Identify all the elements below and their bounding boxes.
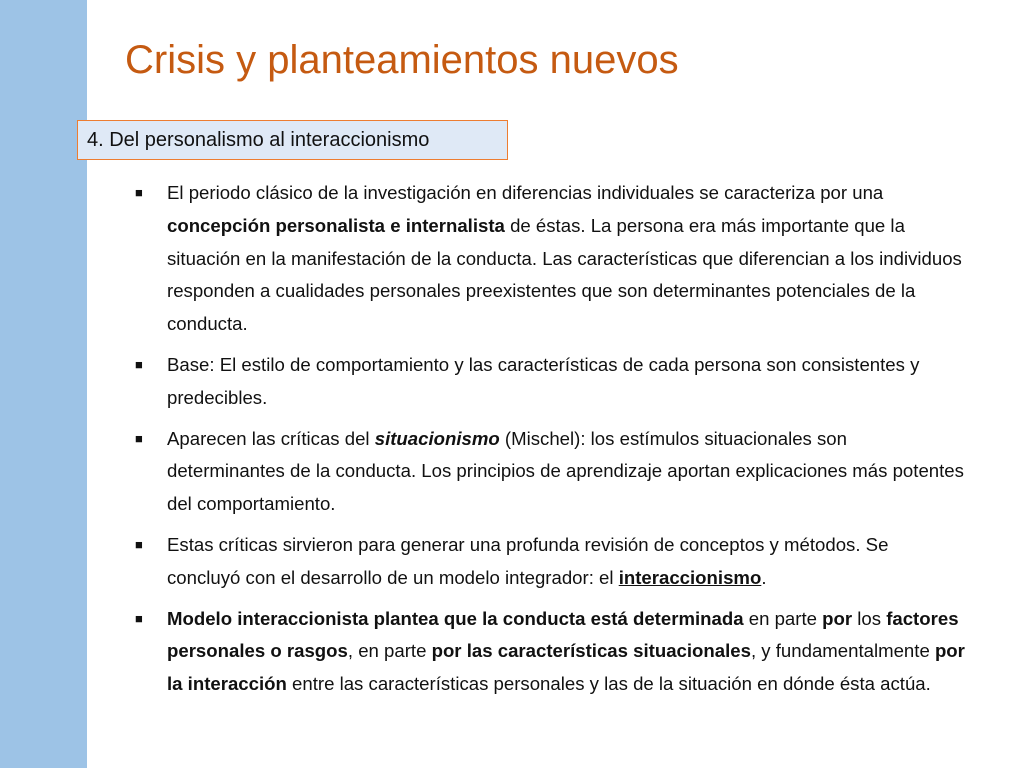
bullet-5-part-2: en parte: [743, 607, 823, 629]
bullet-item-3: [135, 423, 965, 521]
bullet-2-text: Base: El estilo de comportamiento y las características de cada persona son consistentes y predecibles.: [167, 353, 920, 408]
bullet-5-part-5: factores personales o rasgos: [167, 607, 959, 662]
bullet-1-text-b: de éstas. La persona era más importante que la situación en la manifestación de la conducta. Las características que diferencian a los individuos responden a cualidades personales preexistentes que son determinantes potenciales de la conducta.: [167, 214, 962, 335]
square-bullet-icon: ■: [135, 430, 143, 446]
side-accent-bar: [0, 0, 87, 768]
bullet-item-1: [135, 177, 965, 341]
bullet-list: [135, 177, 965, 709]
bullet-4-emphasis: interaccionismo: [618, 566, 762, 588]
bullet-4-text-a: Estas críticas sirvieron para generar una profunda revisión de conceptos y métodos. Se concluyó con el desarrollo de un modelo integrador: el: [167, 533, 889, 588]
bullet-3-text-a: Aparecen las críticas del: [167, 427, 375, 449]
bullet-5-part-7: por las características situacionales: [431, 640, 751, 662]
bullet-5-part-1: Modelo interaccionista plantea que la conducta está determinada: [167, 607, 744, 629]
square-bullet-icon: ■: [135, 185, 143, 200]
bullet-3-emphasis: situacionismo: [374, 427, 500, 449]
bullet-5-part-10: entre las características personales y las de la situación en dónde ésta actúa.: [286, 673, 931, 695]
section-subtitle: 4. Del personalismo al interaccionismo: [77, 120, 508, 160]
square-bullet-icon: ■: [135, 536, 143, 552]
bullet-4-text-b: .: [761, 566, 767, 588]
square-bullet-icon: ■: [135, 356, 143, 372]
bullet-item-5: [135, 603, 965, 701]
bullet-5-part-6: , en parte: [347, 640, 432, 662]
square-bullet-icon: ■: [135, 610, 143, 626]
bullet-5-part-8: , y fundamentalmente: [750, 640, 935, 662]
bullet-5-part-3: por: [822, 607, 853, 629]
bullet-item-2: [135, 349, 965, 415]
bullet-5-part-4: los: [852, 607, 887, 629]
bullet-item-4: [135, 529, 965, 595]
bullet-1-bold-phrase: concepción personalista e internalista: [167, 214, 505, 236]
bullet-3-text-b: (Mischel): los estímulos situacionales son determinantes de la conducta. Los principios de aprendizaje aportan explicaciones más potentes del comportamiento.: [167, 427, 964, 515]
slide-title: Crisis y planteamientos nuevos: [125, 38, 679, 82]
bullet-1-text-a: El periodo clásico de la investigación en diferencias individuales se caracteriza por una: [167, 182, 884, 203]
bullet-5-part-9: por la interacción: [167, 640, 965, 695]
